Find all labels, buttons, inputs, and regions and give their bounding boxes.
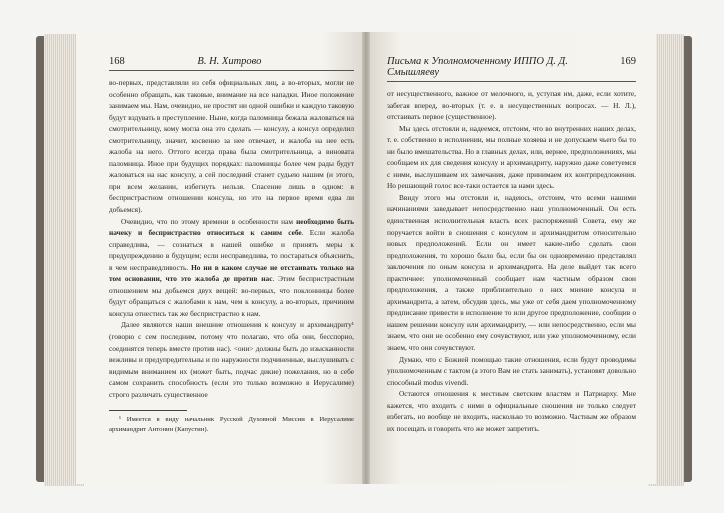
text-run: Ввиду этого мы отстояли и, надеюсь, отстоим, что всеми нашими начинаниями заведывает непосредственно наш уполномоченный. Он есть единственная исполнительная власть всех распоряжений Совета, ему же поручается войти в сношения с консулом и архимандритом относительно новых предположений. Если он имеет какие-либо сделать свои предположения, то хорошо было бы, если бы он одновременно представлял заключения по оным консула и архимандрита. На деле выйдет так всего практичнее: уполномоченный сообщает нам частным образом свои предположения, а также приблизительно о них мнение консула и архимандрита, а затем, обсудив здесь, мы уже от себя даем уполномоченному предписание привести в исполнение то или другое предположение, сообщив о нашем решении консулу или архимандриту, — или непосредственно, если мы знаем, что они не особенно ему сочувствуют, или уже уполномоченному, если знаем, что они сочувствуют. bbox=[387, 192, 636, 353]
paragraph bbox=[387, 388, 636, 434]
running-head-left: В. Н. Хитрово bbox=[197, 56, 262, 67]
left-page bbox=[76, 32, 366, 484]
left-page-body bbox=[109, 77, 354, 400]
running-head-right: Письма к Уполномоченному ИППО Д. Д. Смышляеву bbox=[387, 56, 568, 78]
paragraph bbox=[109, 77, 354, 216]
page-number-left: 168 bbox=[109, 56, 125, 67]
text-run: Думаю, что с Божией помощью такие отношения, если будут проводимы уполномоченным с тактом (а этого Вам не стать занимать), установят довольно способный modus vivendi. bbox=[387, 354, 636, 387]
footnote: ¹ Имеется в виду начальник Русской Духовной Миссии в Иерусалиме архимандрит Антонин (Капустин). bbox=[109, 416, 354, 434]
paragraph bbox=[387, 354, 636, 389]
text-run: от несущественного, важное от мелочного, и, уступая им, даже, если хотите, забегая вперед, во-вторых (т. е. в несущественных вопросах. — Н. Л.), отстаивать первое (существенное). bbox=[387, 89, 636, 122]
paragraph bbox=[387, 88, 636, 123]
paragraph bbox=[109, 319, 354, 400]
text-run: Остаются отношения к местным светским властям и Патриарху. Мне кажется, что входить с ними в официальные сношения не только следует избегать, но вообще не входить, насколько то возможно. Частным же образом их посещать и говорить что же может запретить. bbox=[387, 389, 636, 433]
bold-text: Но ни в каком случае не отстаивать только на том основании, что это жалоба де против нас bbox=[109, 262, 354, 284]
right-page-body bbox=[387, 88, 636, 434]
left-page-header bbox=[109, 56, 354, 71]
paragraph bbox=[109, 216, 354, 320]
text-run: Далее являются наши внешние отношения к консулу и архимандриту¹ (говорю с сем последним, потому что полагаю, что оба они, бесспорно, соединятся теперь вместе против нас). <они> должны быть до изысканности вежливы и предупредительны и по наружности подчиненные, выслушивать с видимым вниманием их (может быть, подчас дикие) пожелания, но в себе самом сохранить способность (если это только возможно в Иерусалиме) строго различать существенное bbox=[109, 320, 354, 399]
text-run: во-первых, представляли из себя официальных лиц, а во-вторых, могли не особенно обращать, как таковые, внимание на все нападки. Иное положение занимаем мы. Нам, очевидно, не простят ни одной ошибки и каждую таковую будут вздувать в преступление. Ныне, когда паломница бежала жаловаться на смотрительницу, кому могла она это сделать — консулу, а консул определил смотрительницу, значит, косвенно за нее отвечает, и жалоба на нее есть жалоба на него. Оттого всегда права была смотрительница, а виновата паломница. Иное при будущих порядках: паломницы более чем рады будут жаловаться на нас консулу, а сей последний станет судьею нашим (и этого, при всем желании, избегнуть нельзя. Спасение лишь в одном: в беспристрастном отношении консула, но это на первое время едва ли добьемся). bbox=[109, 78, 354, 215]
right-page bbox=[366, 32, 656, 484]
bold-text: необходимо быть начеку и беспристрастно относиться к самим себе bbox=[109, 216, 355, 238]
book-spine-gutter bbox=[362, 32, 370, 484]
page-number-right: 169 bbox=[620, 56, 636, 67]
text-run: . Если жалоба справедлива, — сознаться в нашей ошибке и принять меры к предупреждению в будущем; если несправедлива, то постараться объяснить, в чем несправедливость. bbox=[109, 228, 354, 272]
paragraph bbox=[387, 123, 636, 192]
text-run: Очевидно, что по этому времени в особенности нам bbox=[121, 216, 297, 226]
footnote-divider bbox=[109, 410, 187, 411]
text-run: Мы здесь отстояли и, надеемся, отстоим, что во внутренних наших делах, т. е. собственно в исполнении, мы полные хозяева и не допускаем чьего бы то ни было вмешательства. Но в главных делах, или, вернее, предположениях, мы сообщаем их для сведения консулу и архимандриту, наружно даже советуемся с ними, выслушиваем их замечания, даже принимаем их контрпредложения. Но решающий голос все-таки остается за нами здесь. bbox=[387, 123, 636, 191]
text-run: . Этим беспристрастным отношением мы добьемся двух вещей: во-первых, что поклонницы более будут обращаться с жалобами к нам, чем к консулу, а во-вторых, причиним консула отнестись так же беспристрастно к нам. bbox=[109, 274, 354, 318]
right-page-header bbox=[387, 56, 636, 82]
paragraph bbox=[387, 192, 636, 354]
open-book bbox=[36, 30, 692, 492]
